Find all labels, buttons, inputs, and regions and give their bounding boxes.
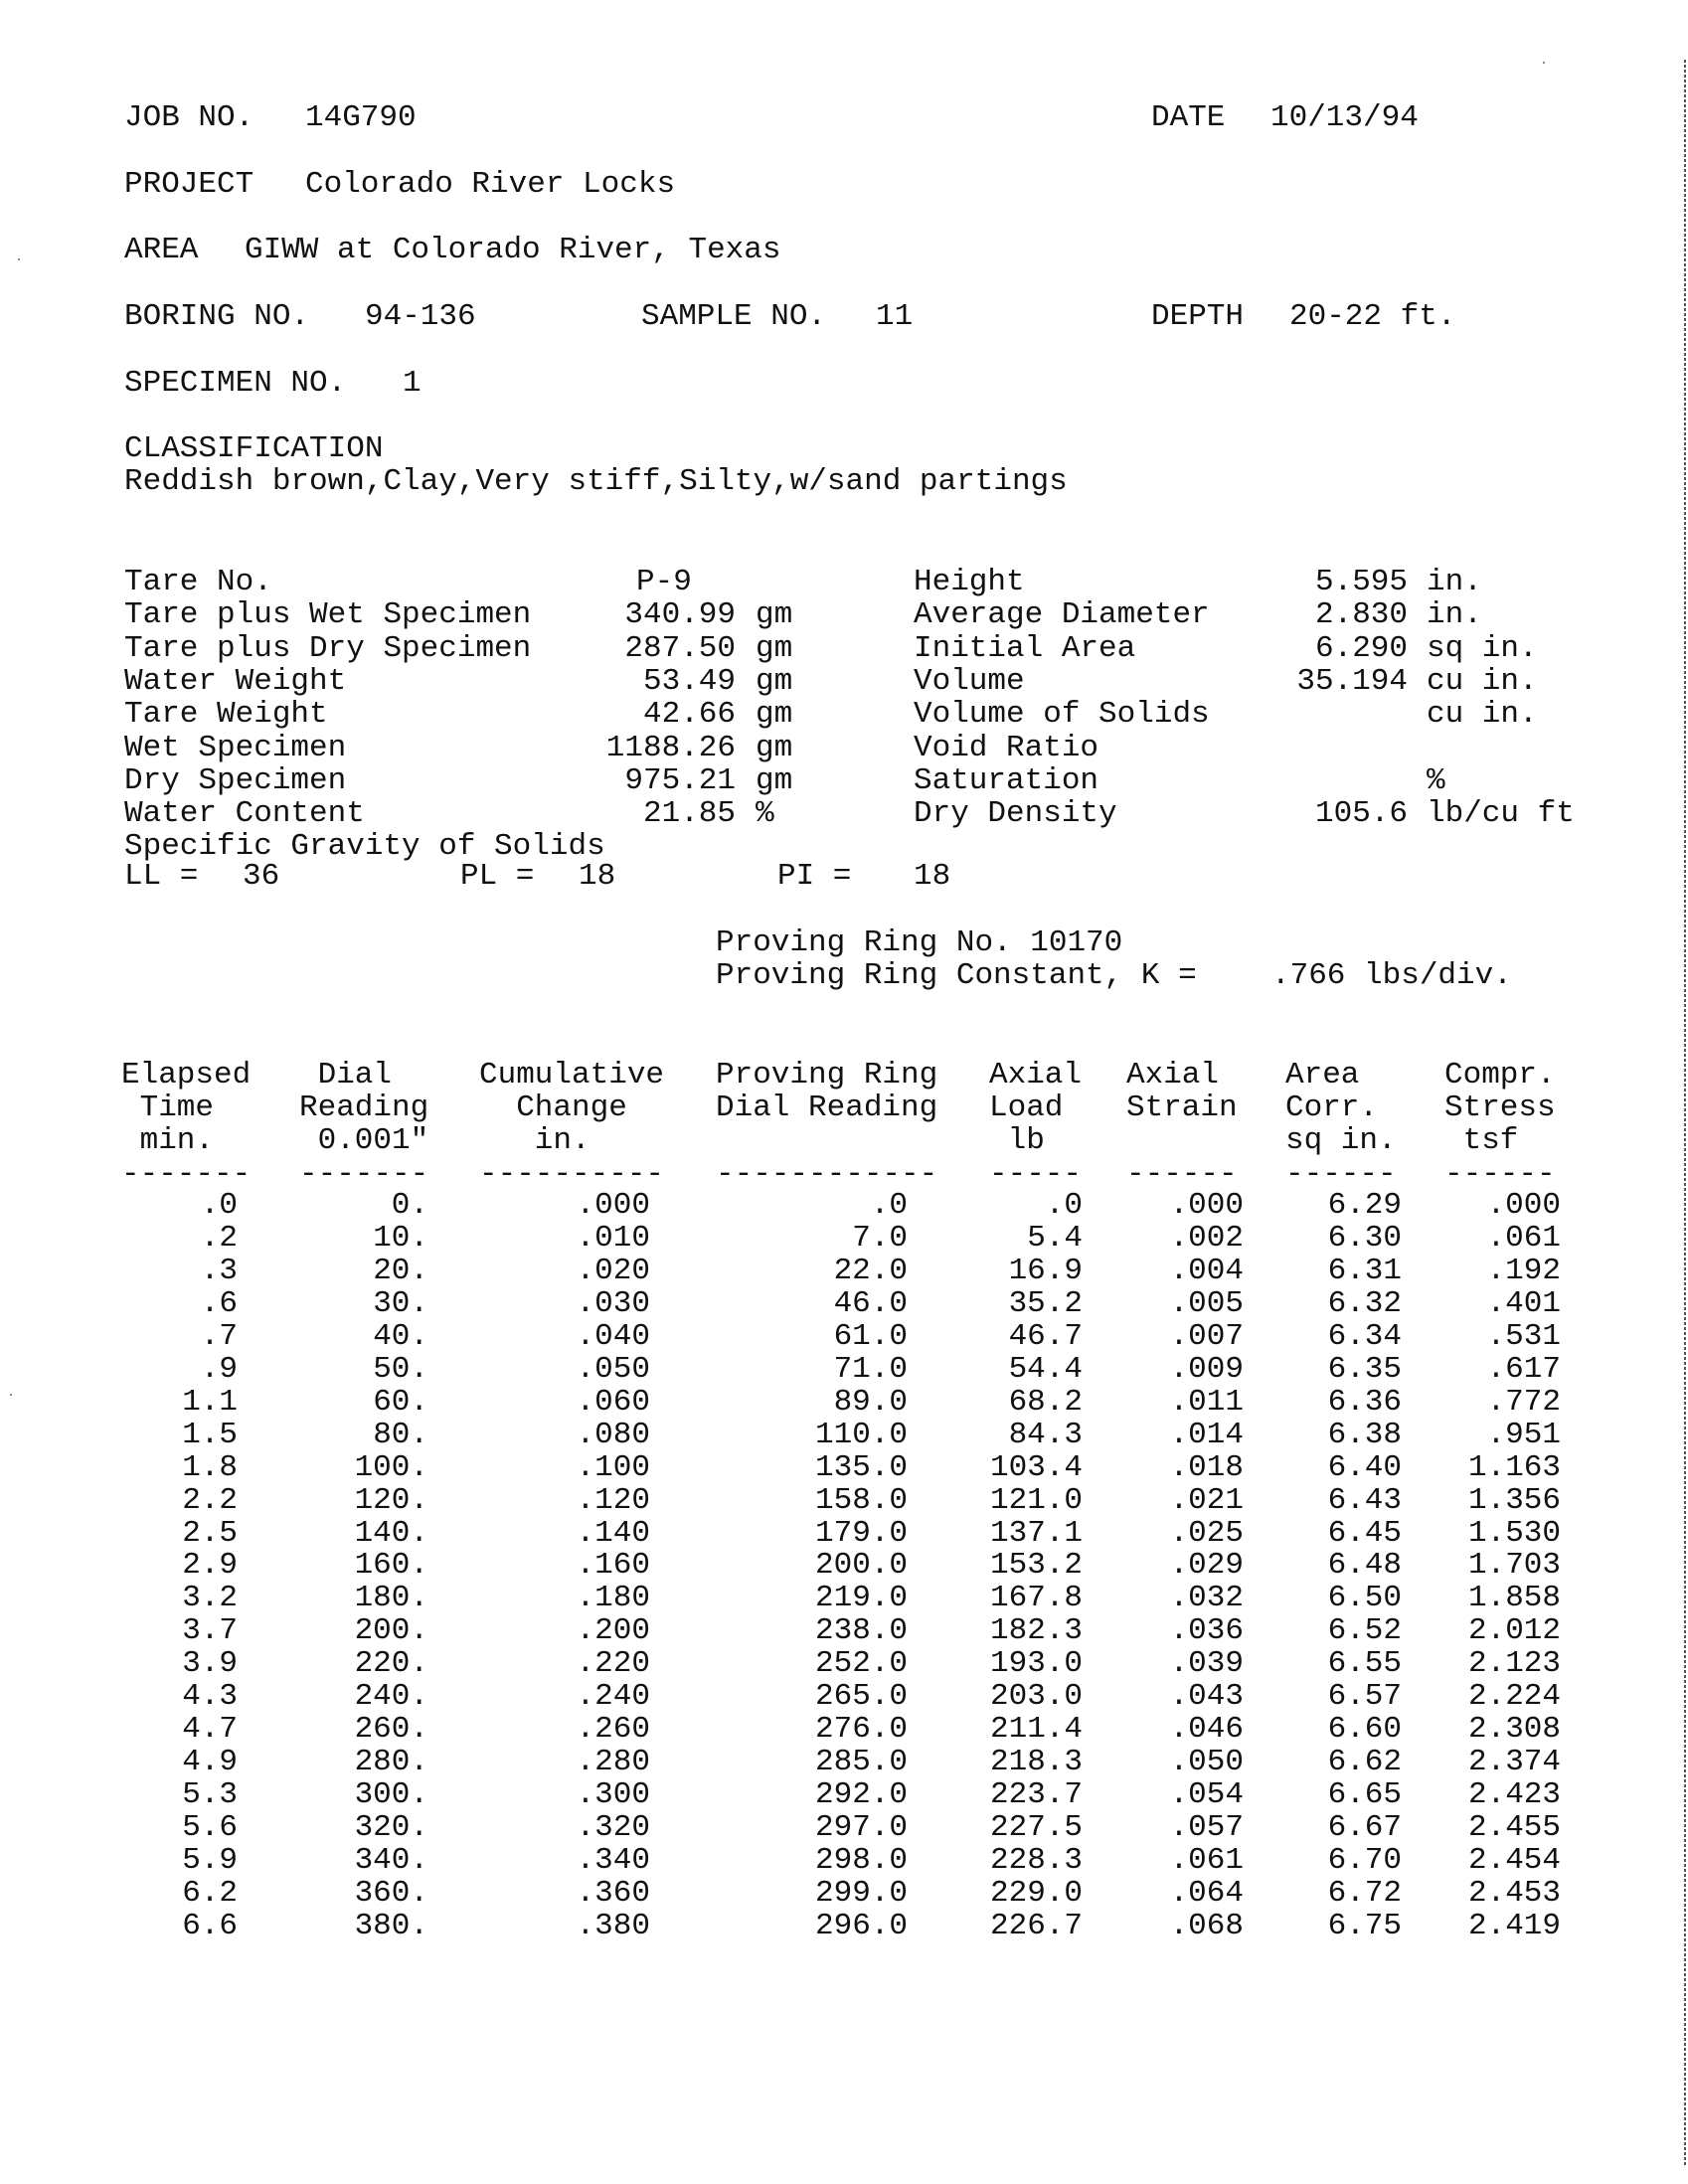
proving-ring-constant-label: Proving Ring Constant, K = [716,958,1197,993]
property-value: 5.595 [1314,565,1408,599]
property-value: 42.66 [642,697,736,733]
table-cell: 5.4 [1027,1220,1083,1256]
table-cell: 2.9 [182,1548,238,1584]
table-cell: .360 [576,1875,650,1911]
table-cell: 193.0 [989,1646,1083,1682]
property-unit: cu in. [1427,697,1538,733]
table-cell: 137.1 [989,1515,1083,1551]
property-label: Wet Specimen [124,730,347,765]
table-cell: 182.3 [989,1613,1083,1649]
table-cell: 1.163 [1467,1449,1561,1485]
table-cell: 6.2 [182,1875,238,1911]
table-cell: .007 [1169,1318,1244,1354]
table-cell: 7.0 [852,1220,908,1256]
scan-speck [18,258,20,260]
table-cell: 84.3 [1008,1417,1083,1452]
table-cell: .005 [1169,1285,1244,1321]
table-cell: 299.0 [814,1875,908,1911]
property-label: Tare Weight [124,697,328,733]
table-cell: 2.224 [1467,1679,1561,1715]
table-cell: 6.6 [182,1908,238,1943]
classification-label: CLASSIFICATION [124,431,384,466]
property-label: Average Diameter [914,597,1210,633]
table-cell: 2.453 [1467,1875,1561,1911]
table-cell: 30. [373,1285,428,1321]
property-label: Dry Specimen [124,762,347,798]
column-header: Strain [1126,1091,1238,1125]
table-cell: .030 [576,1285,650,1321]
table-cell: 4.7 [182,1712,238,1748]
table-cell: 360. [354,1875,428,1911]
column-header: Reading [299,1091,429,1125]
table-cell: 22.0 [833,1253,908,1288]
table-cell: 2.423 [1467,1777,1561,1813]
table-cell: 6.38 [1327,1417,1402,1452]
column-header: Corr. [1285,1091,1379,1125]
table-cell: 100. [354,1449,428,1485]
column-header: Dial Reading [716,1091,938,1125]
ll-label: LL = [124,859,199,894]
property-value: 287.50 [624,630,736,666]
project-value: Colorado River Locks [305,167,676,202]
property-value: 975.21 [624,762,736,798]
table-cell: 6.43 [1327,1482,1402,1518]
column-header: Proving Ring [716,1058,938,1092]
property-label: Tare No. [124,565,272,599]
table-cell: .036 [1169,1613,1244,1649]
table-cell: 6.36 [1327,1384,1402,1420]
property-label: Volume of Solids [914,697,1210,733]
table-cell: .0 [200,1188,238,1223]
column-header-rule: ------- [121,1157,252,1192]
property-unit: gm [756,762,793,798]
table-cell: 2.455 [1467,1810,1561,1846]
table-cell: .240 [576,1679,650,1715]
table-cell: 46.0 [833,1285,908,1321]
proving-ring-constant-value: .766 lbs/div. [1271,958,1512,993]
table-cell: .046 [1169,1712,1244,1748]
table-cell: 6.57 [1327,1679,1402,1715]
table-cell: 340. [354,1843,428,1878]
column-header: Stress [1444,1091,1556,1125]
table-cell: 203.0 [989,1679,1083,1715]
table-cell: 1.5 [182,1417,238,1452]
page-edge-line [1684,60,1686,2167]
pl-label: PL = [460,859,535,894]
table-cell: 120. [354,1482,428,1518]
table-cell: .192 [1486,1253,1561,1288]
table-cell: 6.52 [1327,1613,1402,1649]
property-unit: gm [756,697,793,733]
date-value: 10/13/94 [1270,100,1419,135]
table-cell: .200 [576,1613,650,1649]
table-cell: .280 [576,1745,650,1780]
table-cell: .0 [1045,1188,1083,1223]
property-unit: gm [756,597,793,633]
table-cell: 135.0 [814,1449,908,1485]
table-cell: 6.32 [1327,1285,1402,1321]
property-value: 340.99 [624,597,736,633]
column-header: lb [989,1123,1045,1158]
table-cell: 6.72 [1327,1875,1402,1911]
table-cell: 320. [354,1810,428,1846]
table-cell: 285.0 [814,1745,908,1780]
column-header: Time [121,1091,215,1125]
table-cell: .2 [200,1220,238,1256]
table-cell: 297.0 [814,1810,908,1846]
classification-value: Reddish brown,Clay,Very stiff,Silty,w/sand partings [124,464,1068,499]
table-cell: 2.374 [1467,1745,1561,1780]
property-label: Tare plus Wet Specimen [124,597,532,633]
scan-speck [10,1394,12,1396]
property-unit: sq in. [1427,630,1538,666]
pi-value: 18 [914,859,951,894]
table-cell: .340 [576,1843,650,1878]
property-label: Height [914,565,1025,599]
pi-label: PI = [777,859,852,894]
table-cell: 180. [354,1581,428,1616]
sample-label: SAMPLE NO. [641,299,827,334]
property-unit: gm [756,663,793,699]
depth-label: DEPTH [1151,299,1245,334]
table-cell: 2.123 [1467,1646,1561,1682]
table-cell: 50. [373,1351,428,1387]
table-cell: 276.0 [814,1712,908,1748]
table-cell: 240. [354,1679,428,1715]
property-value: 105.6 [1314,796,1408,832]
table-cell: .050 [1169,1745,1244,1780]
table-cell: 20. [373,1253,428,1288]
table-cell: 1.8 [182,1449,238,1485]
property-label: Initial Area [914,630,1136,666]
table-cell: .004 [1169,1253,1244,1288]
column-header: min. [121,1123,215,1158]
table-cell: .080 [576,1417,650,1452]
table-cell: .043 [1169,1679,1244,1715]
table-cell: 71.0 [833,1351,908,1387]
property-value: 35.194 [1296,663,1408,699]
table-cell: 6.40 [1327,1449,1402,1485]
table-cell: .951 [1486,1417,1561,1452]
table-cell: .617 [1486,1351,1561,1387]
column-header-rule: ------ [1285,1157,1397,1192]
table-cell: 6.70 [1327,1843,1402,1878]
property-value: 53.49 [642,663,736,699]
table-cell: 260. [354,1712,428,1748]
property-label: Water Weight [124,663,347,699]
table-cell: .010 [576,1220,650,1256]
table-cell: 1.356 [1467,1482,1561,1518]
table-cell: .120 [576,1482,650,1518]
table-cell: .018 [1169,1449,1244,1485]
table-cell: 6.55 [1327,1646,1402,1682]
table-cell: 229.0 [989,1875,1083,1911]
table-cell: 6.48 [1327,1548,1402,1584]
column-header-rule: ------------ [716,1157,938,1192]
table-cell: 3.9 [182,1646,238,1682]
table-cell: .300 [576,1777,650,1813]
column-header: Axial [989,1058,1083,1092]
table-cell: 2.2 [182,1482,238,1518]
table-cell: 6.65 [1327,1777,1402,1813]
table-cell: .772 [1486,1384,1561,1420]
table-cell: .100 [576,1449,650,1485]
table-cell: .140 [576,1515,650,1551]
table-cell: 223.7 [989,1777,1083,1813]
property-value: P-9 [636,565,692,599]
property-label: Specific Gravity of Solids [124,829,605,865]
property-unit: % [1427,762,1445,798]
column-header: Change [479,1091,627,1125]
column-header: Area [1285,1058,1360,1092]
table-cell: 218.3 [989,1745,1083,1780]
property-unit: cu in. [1427,663,1538,699]
table-cell: .040 [576,1318,650,1354]
depth-value: 20-22 ft. [1289,299,1456,334]
table-cell: 167.8 [989,1581,1083,1616]
property-label: Water Content [124,796,365,832]
table-cell: .180 [576,1581,650,1616]
table-cell: .009 [1169,1351,1244,1387]
column-header: in. [479,1123,591,1158]
table-cell: 252.0 [814,1646,908,1682]
table-cell: .160 [576,1548,650,1584]
table-cell: .060 [576,1384,650,1420]
table-cell: 228.3 [989,1843,1083,1878]
column-header: Dial [299,1058,393,1092]
table-cell: 5.9 [182,1843,238,1878]
table-cell: .000 [1486,1188,1561,1223]
property-label: Void Ratio [914,730,1099,765]
table-cell: 6.75 [1327,1908,1402,1943]
table-cell: .220 [576,1646,650,1682]
table-cell: .032 [1169,1581,1244,1616]
table-cell: 200. [354,1613,428,1649]
property-value: 2.830 [1314,597,1408,633]
table-cell: .000 [1169,1188,1244,1223]
table-cell: 6.35 [1327,1351,1402,1387]
table-cell: 0. [391,1188,428,1223]
table-cell: 211.4 [989,1712,1083,1748]
property-label: Tare plus Dry Specimen [124,630,532,666]
table-cell: 280. [354,1745,428,1780]
job-no-label: JOB NO. [124,100,254,135]
scan-speck [1543,62,1545,64]
boring-label: BORING NO. [124,299,310,334]
table-cell: .061 [1486,1220,1561,1256]
column-header: Load [989,1091,1064,1125]
column-header-rule: ------ [1126,1157,1238,1192]
pl-value: 18 [579,859,616,894]
table-cell: 103.4 [989,1449,1083,1485]
table-cell: .061 [1169,1843,1244,1878]
table-cell: 6.60 [1327,1712,1402,1748]
table-cell: 220. [354,1646,428,1682]
property-label: Saturation [914,762,1099,798]
table-cell: 5.3 [182,1777,238,1813]
table-cell: 227.5 [989,1810,1083,1846]
property-value: 6.290 [1314,630,1408,666]
table-cell: 5.6 [182,1810,238,1846]
table-cell: 2.5 [182,1515,238,1551]
boring-value: 94-136 [365,299,476,334]
table-cell: .3 [200,1253,238,1288]
table-cell: .7 [200,1318,238,1354]
table-cell: 40. [373,1318,428,1354]
property-unit: % [756,796,774,832]
table-cell: 121.0 [989,1482,1083,1518]
table-cell: 300. [354,1777,428,1813]
date-label: DATE [1151,100,1226,135]
table-cell: 6.45 [1327,1515,1402,1551]
column-header: Axial [1126,1058,1220,1092]
table-cell: 140. [354,1515,428,1551]
table-cell: .000 [576,1188,650,1223]
column-header: sq in. [1285,1123,1397,1158]
table-cell: 160. [354,1548,428,1584]
column-header-rule: ----- [989,1157,1083,1192]
table-cell: 219.0 [814,1581,908,1616]
table-cell: 298.0 [814,1843,908,1878]
table-cell: 54.4 [1008,1351,1083,1387]
table-cell: 2.419 [1467,1908,1561,1943]
table-cell: 265.0 [814,1679,908,1715]
table-cell: 1.1 [182,1384,238,1420]
property-unit: gm [756,630,793,666]
area-label: AREA [124,233,199,267]
ll-value: 36 [243,859,280,894]
table-cell: 200.0 [814,1548,908,1584]
job-no-value: 14G790 [305,100,417,135]
property-unit: lb/cu ft [1427,796,1575,832]
specimen-value: 1 [403,366,422,401]
property-unit: gm [756,730,793,765]
table-cell: 238.0 [814,1613,908,1649]
column-header: Elapsed [121,1058,252,1092]
table-cell: 153.2 [989,1548,1083,1584]
table-cell: 2.454 [1467,1843,1561,1878]
property-unit: in. [1427,565,1482,599]
table-cell: 16.9 [1008,1253,1083,1288]
table-cell: 61.0 [833,1318,908,1354]
column-header-rule: ------- [299,1157,429,1192]
table-cell: 110.0 [814,1417,908,1452]
column-header: Compr. [1444,1058,1556,1092]
table-cell: .025 [1169,1515,1244,1551]
table-cell: 2.308 [1467,1712,1561,1748]
table-cell: 6.30 [1327,1220,1402,1256]
table-cell: .014 [1169,1417,1244,1452]
table-cell: .020 [576,1253,650,1288]
table-cell: .068 [1169,1908,1244,1943]
table-cell: 6.62 [1327,1745,1402,1780]
table-cell: 6.31 [1327,1253,1402,1288]
table-cell: 6.50 [1327,1581,1402,1616]
proving-ring-number: Proving Ring No. 10170 [716,925,1123,960]
column-header: tsf [1444,1123,1519,1158]
table-cell: .002 [1169,1220,1244,1256]
table-cell: 6.67 [1327,1810,1402,1846]
table-cell: .380 [576,1908,650,1943]
table-cell: 226.7 [989,1908,1083,1943]
column-header: 0.001" [299,1123,429,1158]
table-cell: 4.3 [182,1679,238,1715]
table-cell: 1.703 [1467,1548,1561,1584]
project-label: PROJECT [124,167,254,202]
table-cell: .6 [200,1285,238,1321]
table-cell: .0 [870,1188,908,1223]
specimen-label: SPECIMEN NO. [124,366,347,401]
table-cell: .011 [1169,1384,1244,1420]
table-cell: .029 [1169,1548,1244,1584]
table-cell: 68.2 [1008,1384,1083,1420]
area-value: GIWW at Colorado River, Texas [245,233,781,267]
sample-value: 11 [876,299,914,334]
table-cell: .531 [1486,1318,1561,1354]
column-header: Cumulative [479,1058,665,1092]
table-cell: 46.7 [1008,1318,1083,1354]
table-cell: 292.0 [814,1777,908,1813]
table-cell: 3.2 [182,1581,238,1616]
table-cell: 6.34 [1327,1318,1402,1354]
table-cell: 80. [373,1417,428,1452]
property-value: 21.85 [642,796,736,832]
property-value: 1188.26 [605,730,736,765]
property-unit: in. [1427,597,1482,633]
column-header-rule: ------ [1444,1157,1556,1192]
table-cell: .320 [576,1810,650,1846]
table-cell: 1.858 [1467,1581,1561,1616]
table-cell: 60. [373,1384,428,1420]
table-cell: .050 [576,1351,650,1387]
table-cell: 89.0 [833,1384,908,1420]
table-cell: .021 [1169,1482,1244,1518]
table-cell: .260 [576,1712,650,1748]
table-cell: .401 [1486,1285,1561,1321]
table-cell: 380. [354,1908,428,1943]
table-cell: 10. [373,1220,428,1256]
table-cell: 2.012 [1467,1613,1561,1649]
table-cell: 1.530 [1467,1515,1561,1551]
table-cell: .039 [1169,1646,1244,1682]
property-label: Dry Density [914,796,1117,832]
table-cell: 296.0 [814,1908,908,1943]
table-cell: 35.2 [1008,1285,1083,1321]
table-cell: 3.7 [182,1613,238,1649]
table-cell: 158.0 [814,1482,908,1518]
table-cell: 179.0 [814,1515,908,1551]
column-header-rule: ---------- [479,1157,665,1192]
table-cell: .9 [200,1351,238,1387]
table-cell: 4.9 [182,1745,238,1780]
table-cell: .057 [1169,1810,1244,1846]
table-cell: .054 [1169,1777,1244,1813]
table-cell: 6.29 [1327,1188,1402,1223]
table-cell: .064 [1169,1875,1244,1911]
property-label: Volume [914,663,1025,699]
